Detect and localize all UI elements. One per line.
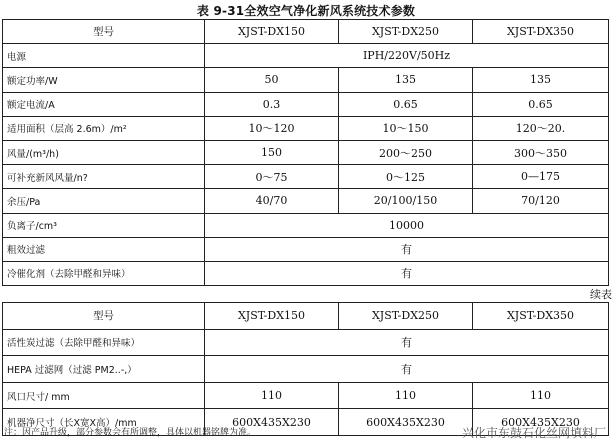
header-model: XJST-DX250: [339, 303, 473, 330]
row-value-span: IPH/220V/50Hz: [205, 44, 609, 68]
header-row: [3, 20, 609, 44]
row-value-span: 有: [205, 261, 609, 285]
row-label: 适用面积（层高 2.6m）/m²: [3, 116, 205, 140]
row-value: 0～125: [339, 165, 473, 189]
row-value: 0～75: [205, 165, 339, 189]
row-value: 600X435X230: [205, 409, 339, 436]
row-label: HEPA 过滤网（过滤 PM2..-,）: [3, 356, 205, 383]
header-model: XJST-DX350: [473, 303, 609, 330]
table-row: [3, 382, 609, 409]
parameters-table: [2, 19, 609, 286]
row-value: 600X435X230: [473, 409, 609, 436]
manufacturer-watermark: 兴化市东鼓石化丝网填料厂: [461, 426, 606, 440]
table-row: [3, 165, 609, 189]
row-label: 负离子/cm³: [3, 213, 205, 237]
row-label: 风口尺寸/ mm: [3, 382, 205, 409]
header-model: XJST-DX150: [205, 20, 339, 44]
table-row: [3, 68, 609, 92]
row-label: 粗效过滤: [3, 237, 205, 261]
header-row: [3, 303, 609, 330]
row-label: 活性炭过滤（去除甲醛和异味）: [3, 329, 205, 356]
row-label: 风量/(m³/h): [3, 140, 205, 164]
header-label: 型号: [3, 20, 205, 44]
header-model: XJST-DX350: [473, 20, 609, 44]
row-value: 0.3: [205, 92, 339, 116]
row-label: 余压/Pa: [3, 189, 205, 213]
row-label: 机器净尺寸（长X宽X高）/mm: [3, 409, 205, 436]
row-value: 300～350: [473, 140, 609, 164]
table-row: [3, 356, 609, 383]
row-value: 0—175: [473, 165, 609, 189]
table-row: [3, 140, 609, 164]
header-model: XJST-DX150: [205, 303, 339, 330]
row-value: 110: [473, 382, 609, 409]
row-value: 135: [339, 68, 473, 92]
row-value: 0.65: [473, 92, 609, 116]
row-value-span: 有: [205, 329, 609, 356]
row-value: 40/70: [205, 189, 339, 213]
table-row: [3, 213, 609, 237]
table-row: [3, 237, 609, 261]
table-row: [3, 44, 609, 68]
row-label: 额定电流/A: [3, 92, 205, 116]
row-value: 200～250: [339, 140, 473, 164]
row-value: 110: [205, 382, 339, 409]
row-value: 70/120: [473, 189, 609, 213]
parameters-table-continued: [2, 302, 609, 436]
row-label: 可补充新风风量/n?: [3, 165, 205, 189]
table-row: [3, 116, 609, 140]
continued-label: 续表: [590, 288, 612, 301]
row-label: 冷催化剂（去除甲醛和异味）: [3, 261, 205, 285]
table-row: [3, 92, 609, 116]
row-value-span: 有: [205, 237, 609, 261]
table-row: [3, 329, 609, 356]
row-value: 10～150: [339, 116, 473, 140]
row-value: 10～120: [205, 116, 339, 140]
row-value: 50: [205, 68, 339, 92]
table-row: [3, 189, 609, 213]
row-value: 150: [205, 140, 339, 164]
row-value-span: 有: [205, 356, 609, 383]
footnote: 注：因产品升级，部分参数会有所调整，具体以机器铭牌为准。: [4, 428, 257, 438]
row-value-span: 10000: [205, 213, 609, 237]
header-label: 型号: [3, 303, 205, 330]
row-value: 0.65: [339, 92, 473, 116]
row-value: 600X435X230: [339, 409, 473, 436]
row-label: 电源: [3, 44, 205, 68]
row-value: 110: [339, 382, 473, 409]
row-value: 20/100/150: [339, 189, 473, 213]
table-row: [3, 261, 609, 285]
row-value: 120～20.: [473, 116, 609, 140]
row-value: 135: [473, 68, 609, 92]
row-label: 额定功率/W: [3, 68, 205, 92]
header-model: XJST-DX250: [339, 20, 473, 44]
table-title: 表 9-31全效空气净化新风系统技术参数: [196, 4, 416, 18]
